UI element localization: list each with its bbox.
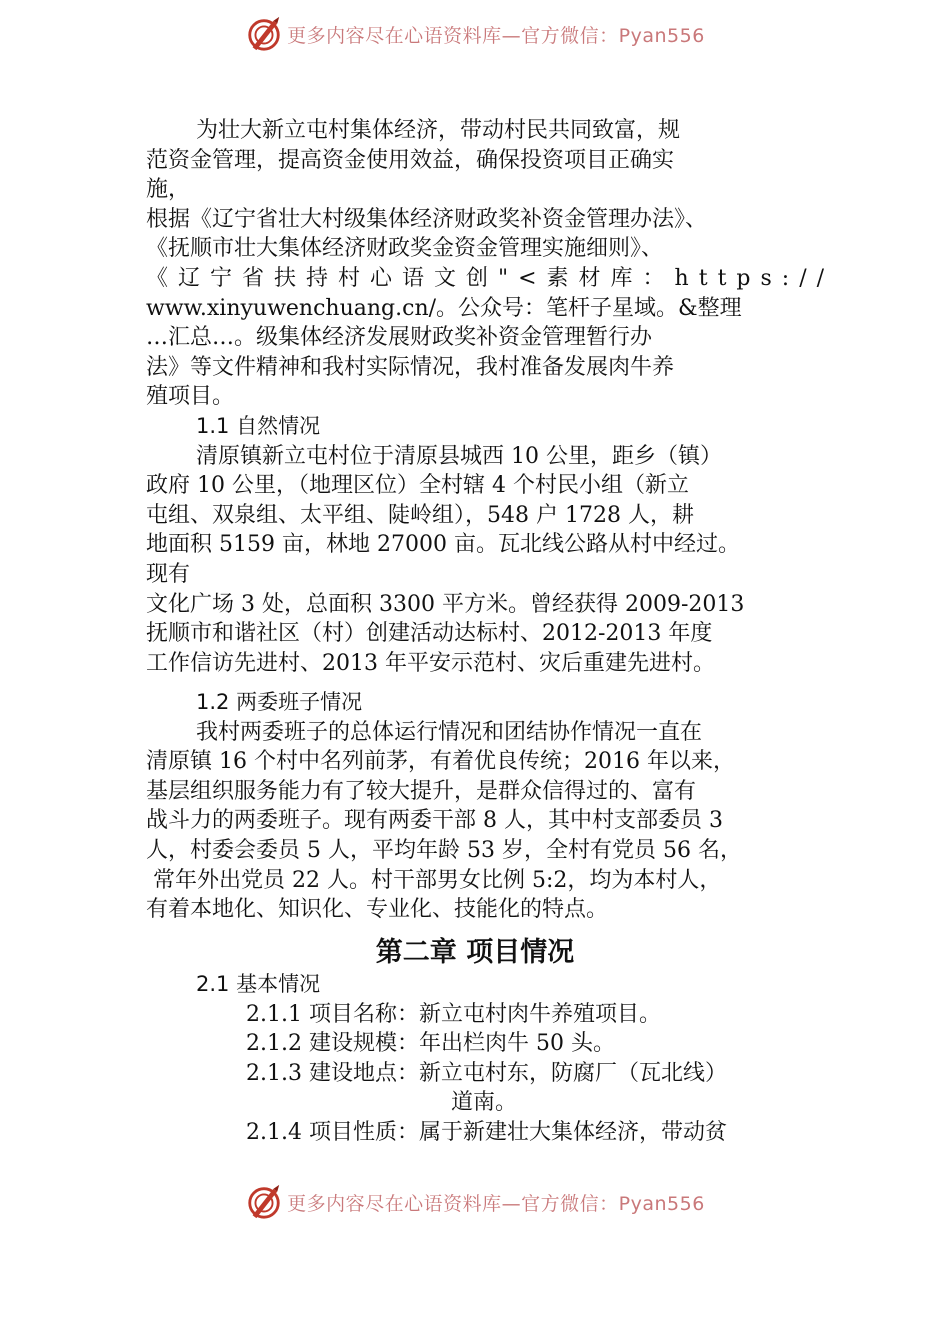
list-item-continuation: 道南。 bbox=[451, 1090, 518, 1116]
list-item: 2.1.2 建设规模：年出栏肉牛 50 头。 bbox=[246, 1031, 615, 1057]
watermark-text: 更多内容尽在心语资料库—官方微信：Pyan556 bbox=[287, 24, 705, 47]
section-heading-2-1: 2.1 基本情况 bbox=[196, 972, 321, 996]
committee-section bbox=[146, 688, 826, 925]
list-item: 2.1.3 建设地点：新立屯村东，防腐厂（瓦北线） bbox=[246, 1060, 727, 1086]
watermark-text: 更多内容尽在心语资料库—官方微信：Pyan556 bbox=[287, 1192, 705, 1215]
text-line: 屯组、双泉组、太平组、陡岭组），548 户 1728 人，耕 bbox=[146, 502, 694, 528]
text-line: 清原镇新立屯村位于清原县城西 10 公里，距乡（镇） bbox=[196, 443, 722, 469]
text-line: 有着本地化、知识化、专业化、技能化的特点。 bbox=[146, 897, 609, 923]
text-line: www.xinyuwenchuang.cn/。公众号：笔杆子星域。&整理 bbox=[146, 295, 742, 321]
text-line: 政府 10 公里，（地理区位）全村辖 4 个村民小组（新立 bbox=[146, 473, 689, 499]
list-item: 2.1.4 项目性质：属于新建壮大集体经济，带动贫 bbox=[246, 1119, 727, 1145]
text-line: 为壮大新立屯村集体经济，带动村民共同致富，规 bbox=[196, 118, 681, 143]
text-line: 现有 bbox=[146, 561, 191, 587]
text-line: 法》等文件精神和我村实际情况，我村准备发展肉牛养 bbox=[146, 354, 675, 380]
text-line: 施， bbox=[146, 177, 191, 203]
text-line: 人，村委会委员 5 人，平均年龄 53 岁，全村有党员 56 名， bbox=[146, 837, 742, 863]
text-line: 抚顺市和谐社区（村）创建活动达标村、2012-2013 年度 bbox=[146, 621, 713, 647]
text-line: …汇总…。级集体经济发展财政奖补资金管理暂行办 bbox=[146, 325, 653, 351]
pen-seal-logo-icon bbox=[245, 1183, 283, 1221]
text-line: 《抚顺市壮大集体经济财政奖金资金管理实施细则》、 bbox=[146, 236, 664, 262]
basic-info-section bbox=[146, 970, 826, 1148]
text-line: 文化广场 3 处，总面积 3300 平方米。曾经获得 2009-2013 bbox=[146, 591, 745, 617]
text-line: 工作信访先进村、2013 年平安示范村、灾后重建先进村。 bbox=[146, 650, 715, 676]
section-heading-1-1: 1.1 自然情况 bbox=[196, 413, 321, 438]
text-line: 常年外出党员 22 人。村干部男女比例 5:2，均为本村人， bbox=[146, 867, 722, 893]
text-line: 《辽宁省扶持村心语文创"<素材库：https:// bbox=[146, 265, 835, 291]
watermark-banner-top bbox=[0, 14, 950, 54]
text-line: 地面积 5159 亩，林地 27000 亩。瓦北线公路从村中经过。 bbox=[146, 532, 740, 558]
list-item: 2.1.1 项目名称：新立屯村肉牛养殖项目。 bbox=[246, 1001, 661, 1027]
text-line: 范资金管理，提高资金使用效益，确保投资项目正确实 bbox=[146, 147, 675, 173]
chapter-title: 第二章 项目情况 bbox=[375, 937, 575, 968]
pen-seal-logo-icon bbox=[245, 15, 283, 53]
text-line: 基层组织服务能力有了较大提升，是群众信得过的、富有 bbox=[146, 778, 697, 804]
text-line: 清原镇 16 个村中名列前茅，有着优良传统；2016 年以来， bbox=[146, 749, 735, 775]
section-heading-1-2: 1.2 两委班子情况 bbox=[196, 690, 363, 714]
text-line: 我村两委班子的总体运行情况和团结协作情况一直在 bbox=[196, 719, 703, 745]
intro-paragraph bbox=[146, 116, 835, 678]
text-line: 根据《辽宁省壮大村级集体经济财政奖补资金管理办法》、 bbox=[146, 206, 708, 232]
text-line: 殖项目。 bbox=[146, 384, 235, 410]
text-line: 战斗力的两委班子。现有两委干部 8 人，其中村支部委员 3 bbox=[146, 808, 723, 834]
watermark-banner-bottom bbox=[0, 1182, 950, 1222]
